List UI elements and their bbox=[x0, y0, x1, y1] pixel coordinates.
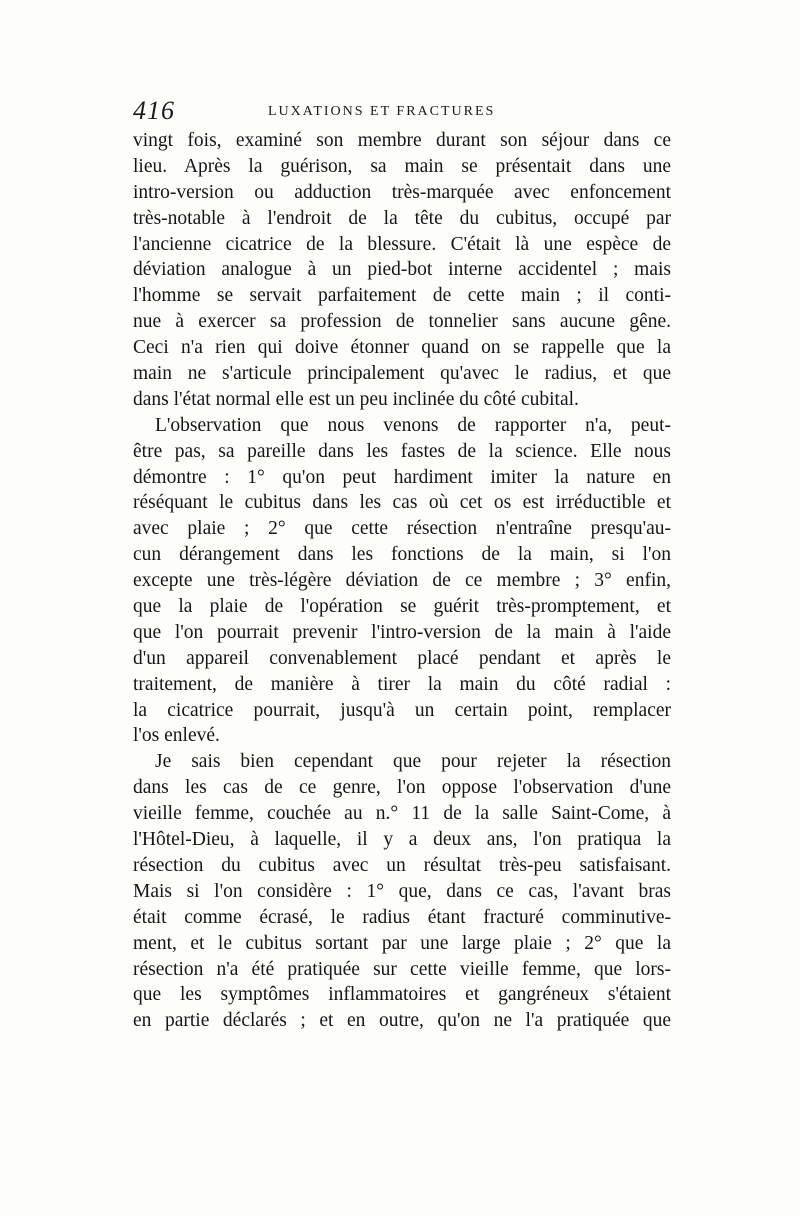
text-line: traitement, de manière à tirer la main du côté radial : bbox=[133, 673, 671, 695]
text-line: l'ancienne cicatrice de la blessure. C'était là une espèce de bbox=[133, 233, 671, 255]
text-line: l'homme se servait parfaitement de cette main ; il conti- bbox=[133, 285, 671, 307]
text-line: dans l'état normal elle est un peu inclinée du côté cubital. bbox=[133, 388, 579, 410]
text-line: en partie déclarés ; et en outre, qu'on ne l'a pratiquée que bbox=[133, 1010, 671, 1032]
text-line: dans les cas de ce genre, l'on oppose l'observation d'une bbox=[133, 777, 671, 799]
paragraph-start-line: Je sais bien cependant que pour rejeter la résection bbox=[155, 751, 671, 773]
text-line: Ceci n'a rien qui doive étonner quand on se rappelle que la bbox=[133, 337, 671, 359]
text-line: être pas, sa pareille dans les fastes de la science. Elle nous bbox=[133, 440, 671, 462]
text-line: ment, et le cubitus sortant par une large plaie ; 2° que la bbox=[133, 932, 671, 954]
text-line: intro-version ou adduction très-marquée avec enfoncement bbox=[133, 181, 671, 203]
text-line: la cicatrice pourrait, jusqu'à un certain point, remplacer bbox=[133, 699, 671, 721]
text-line: vieille femme, couchée au n.° 11 de la salle Saint-Come, à bbox=[133, 803, 671, 825]
text-line: que les symptômes inflammatoires et gangréneux s'étaient bbox=[133, 984, 671, 1006]
text-line: était comme écrasé, le radius étant fracturé comminutive- bbox=[133, 906, 671, 928]
text-line: très-notable à l'endroit de la tête du cubitus, occupé par bbox=[133, 207, 671, 229]
text-line: l'os enlevé. bbox=[133, 725, 220, 747]
paragraph-start-line: L'observation que nous venons de rapporter n'a, peut- bbox=[155, 414, 671, 436]
text-line: d'un appareil convenablement placé pendant et après le bbox=[133, 647, 671, 669]
text-line: résection du cubitus avec un résultat très-peu satisfaisant. bbox=[133, 854, 671, 876]
text-line: démontre : 1° qu'on peut hardiment imiter la nature en bbox=[133, 466, 671, 488]
text-line: l'Hôtel-Dieu, à laquelle, il y a deux ans, l'on pratiqua la bbox=[133, 829, 671, 851]
text-line: que l'on pourrait prevenir l'intro-version de la main à l'aide bbox=[133, 621, 671, 643]
page-number: 416 bbox=[133, 96, 175, 125]
text-line: lieu. Après la guérison, sa main se présentait dans une bbox=[133, 155, 671, 177]
text-line: excepte une très-légère déviation de ce membre ; 3° enfin, bbox=[133, 570, 671, 592]
running-title: LUXATIONS ET FRACTURES bbox=[268, 104, 496, 119]
body-text bbox=[133, 128, 671, 1034]
text-line: réséquant le cubitus dans les cas où cet os est irréductible et bbox=[133, 492, 671, 514]
text-line: déviation analogue à un pied-bot interne accidentel ; mais bbox=[133, 259, 671, 281]
text-line: main ne s'articule principalement qu'avec le radius, et que bbox=[133, 363, 671, 385]
text-line: nue à exercer sa profession de tonnelier sans aucune gêne. bbox=[133, 311, 671, 333]
page-header bbox=[133, 96, 671, 126]
text-line: que la plaie de l'opération se guérit très-promptement, et bbox=[133, 596, 671, 618]
text-line: résection n'a été pratiquée sur cette vieille femme, que lors- bbox=[133, 958, 671, 980]
text-line: avec plaie ; 2° que cette résection n'entraîne presqu'au- bbox=[133, 518, 671, 540]
text-line: cun dérangement dans les fonctions de la main, si l'on bbox=[133, 544, 671, 566]
text-line: vingt fois, examiné son membre durant son séjour dans ce bbox=[133, 130, 671, 151]
text-line: Mais si l'on considère : 1° que, dans ce cas, l'avant bras bbox=[133, 880, 671, 902]
